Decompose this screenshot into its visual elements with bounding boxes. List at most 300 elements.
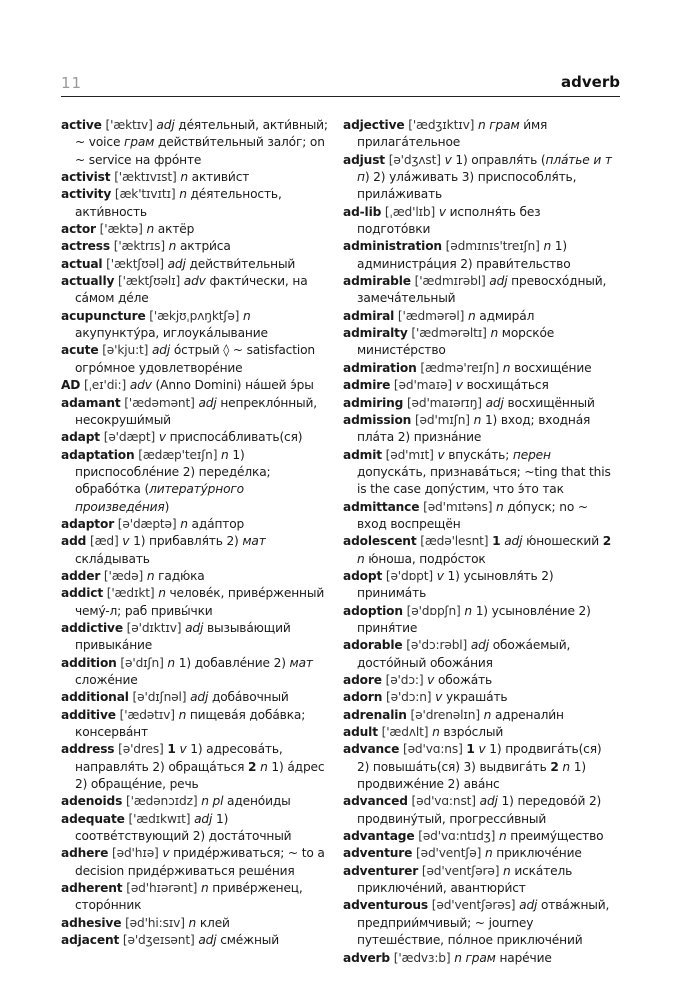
dictionary-entry (61, 221, 333, 238)
entry-grammar-label: перен (512, 447, 551, 462)
entry-transcription: ['æktə] (95, 222, 147, 237)
entry-grammar-label: n (484, 846, 493, 861)
entry-headword: 1 (167, 742, 176, 757)
entry-headword: admiral (343, 308, 395, 323)
entry-transcription: ['ædətɪv] (115, 707, 179, 722)
entry-grammar-label: n (146, 568, 155, 583)
entry-headword: adaptor (61, 516, 115, 531)
entry-headword: adventurous (343, 898, 429, 913)
entry-text: непреклóнный, несокруши́мый (75, 395, 318, 427)
entry-text: смéжный (216, 933, 280, 948)
entry-text: приключéние (492, 846, 582, 861)
entry-headword: 1 (466, 742, 475, 757)
entry-transcription: ['ædmərəl] (394, 308, 468, 323)
entry-text: действи́тельный (185, 256, 296, 271)
dictionary-entry (61, 620, 333, 655)
entry-transcription: ['ædə] (100, 568, 147, 583)
entry-grammar-label: мат (242, 534, 266, 549)
entry-headword: adjective (343, 118, 405, 132)
entry-grammar-label: n (357, 551, 365, 566)
entry-transcription: [əd'vɑ:nst] (407, 794, 480, 809)
entry-text: ) (164, 499, 170, 514)
entry-grammar-label: adj (198, 395, 217, 410)
entry-transcription: ['ædmərəltɪ] (407, 326, 491, 341)
dictionary-entry (61, 915, 333, 932)
entry-grammar-label: adj (198, 933, 217, 948)
entry-text: óстрый ◊ ~ satisfaction огрóмное удовлетворéние (75, 343, 315, 375)
entry-transcription: [ə'dɒpʃn] (402, 603, 465, 618)
entry-headword: adore (343, 673, 382, 687)
entry-headword: adherent (61, 881, 123, 896)
entry-text: взрóслый (439, 725, 504, 740)
entry-grammar-label: adj (190, 690, 209, 705)
entry-grammar-label: v (179, 742, 187, 757)
entry-transcription: [ˌeɪ'di:] (80, 378, 130, 393)
entry-headword: addict (61, 586, 104, 601)
entry-grammar-label: n (502, 360, 511, 375)
entry-transcription: [ə'dɪktɪv] (122, 620, 186, 635)
entry-headword: address (61, 742, 115, 757)
entry-grammar-label: n (180, 170, 188, 185)
dictionary-entry (61, 793, 333, 810)
entry-text: адренали́н (491, 707, 564, 722)
entry-transcription: [ə'dɒpt] (382, 568, 437, 583)
entry-headword: adrenalin (343, 707, 407, 722)
entry-transcription: [ædmə'reɪʃn] (416, 360, 503, 375)
entry-grammar-label: грам (124, 135, 155, 150)
entry-transcription: [ədmɪnɪs'treɪʃn] (441, 239, 544, 254)
entry-headword: advantage (343, 829, 415, 844)
entry-transcription: [əd'hɪərənt] (122, 881, 201, 896)
entry-transcription: [ə'dɔ:rəbl] (402, 638, 471, 653)
entry-grammar-label: v (438, 204, 446, 219)
dictionary-entry (343, 793, 615, 828)
entry-transcription: [ə'dɪʃnəl] (128, 690, 191, 705)
entry-grammar-label: v (122, 534, 130, 549)
entry-grammar-label: adj (479, 794, 498, 809)
entry-transcription: [əd'ventʃə] (412, 846, 485, 861)
entry-transcription: [əd'ventʃərə] (418, 863, 504, 878)
entry-text: привéрженец, сторóнник (75, 881, 303, 913)
entry-text: восхищéние (510, 360, 592, 375)
entry-text: 1) усыновлéние 2) приня́тие (357, 603, 591, 635)
dictionary-entry (61, 395, 333, 430)
entry-transcription: [ædæp'teɪʃn] (134, 447, 222, 462)
entry-text: обожáемый, достóйный обожáния (357, 638, 571, 670)
entry-headword: admittance (343, 499, 420, 514)
entry-grammar-label: adj (504, 534, 523, 549)
entry-headword: admirable (343, 274, 411, 289)
entry-headword: advanced (343, 794, 408, 809)
dictionary-entry (61, 880, 333, 915)
entry-transcription: ['ædɪkwɪt] (124, 811, 195, 826)
entry-grammar-label: n (168, 239, 177, 254)
entry-text: 1) администрáция 2) прави́тельство (357, 239, 571, 271)
entry-transcription: [əd'ventʃərəs] (428, 898, 520, 913)
entry-grammar-label: n (178, 707, 187, 722)
entry-text: факти́чески, на сáмом дéле (75, 274, 308, 306)
entry-grammar-label: плáтье и т п (357, 152, 612, 185)
entry-headword: adaptation (61, 447, 135, 462)
entry-transcription: [ə'dæptə] (114, 516, 181, 531)
entry-grammar-label: n (498, 829, 507, 844)
dictionary-entry (343, 897, 615, 949)
entry-grammar-label: n (260, 759, 268, 774)
entry-text: 1) передовóй 2) продвину́тый, прогресси́вный (357, 794, 602, 826)
dictionary-entry (343, 238, 615, 273)
dictionary-entry (61, 308, 333, 343)
entry-headword: adjust (343, 152, 385, 167)
entry-text: 1) вход; входнáя плáта 2) признáние (357, 412, 591, 445)
entry-text: искáтель приключéний, авантюри́ст (357, 863, 573, 896)
entry-text: актёр (154, 222, 195, 237)
entry-transcription: [əd'mɪʃn] (411, 412, 474, 427)
entry-headword: admiralty (343, 326, 408, 341)
entry-headword: adverb (343, 950, 390, 965)
entry-text: обожáть (434, 673, 493, 687)
entry-transcription: ['ædvɜ:b] (390, 950, 455, 965)
header-rule (61, 96, 620, 97)
entry-text: актри́са (176, 239, 231, 254)
dictionary-entry (61, 377, 333, 394)
entry-text: 1) адресовáть, направля́ть 2) обращáться (75, 742, 283, 774)
entry-transcription: [ə'dɔ:] (381, 673, 428, 687)
entry-transcription: ['ækjʊˌpʌŋktʃə] (145, 308, 244, 323)
entry-grammar-label: adj (519, 898, 538, 913)
entry-text: приспосáбливать(ся) (165, 430, 303, 445)
entry-transcription: [əd'mɪtəns] (419, 499, 497, 514)
entry-headword: adopt (343, 568, 383, 583)
entry-transcription: ['ædəmənt] (120, 395, 199, 410)
dictionary-entry (61, 238, 333, 255)
entry-grammar-label: n грам (454, 950, 496, 965)
entry-text: (Anno Domini) нáшей э́ры (151, 378, 314, 393)
entry-text: добáвочный (208, 690, 289, 705)
dictionary-entry (61, 811, 333, 846)
entry-headword: advance (343, 742, 400, 757)
entry-transcription: ['æktɪv] (101, 118, 157, 132)
entry-headword: acute (61, 343, 99, 358)
entry-transcription: ['æktʃʊəl] (102, 256, 168, 271)
entry-transcription: ['ædmɪrəbl] (410, 274, 490, 289)
entry-grammar-label: n (432, 725, 440, 740)
entry-transcription: [æk'tɪvɪtɪ] (111, 187, 180, 202)
entry-grammar-label: n (201, 881, 209, 896)
entry-transcription: [əd'maɪərɪŋ] (403, 395, 486, 410)
entry-grammar-label: adj (194, 811, 213, 826)
dictionary-entry (343, 863, 615, 898)
entry-transcription: ['æktrɪs] (110, 239, 169, 254)
entry-headword: admission (343, 412, 412, 427)
entry-text: придéрживаться; ~ to a decision придéрживаться решéния (75, 846, 325, 878)
dictionary-entry (61, 568, 333, 585)
entry-grammar-label: n (467, 308, 476, 323)
dictionary-entry (61, 117, 333, 169)
entry-headword: adoption (343, 603, 403, 618)
entry-text: дéятельный, акти́вный; ~ voice (75, 118, 328, 150)
dictionary-entry (343, 377, 615, 394)
entry-grammar-label: v (444, 152, 452, 167)
entry-headword: activist (61, 170, 111, 185)
entry-headword: additional (61, 690, 129, 705)
entry-text: ю́ношеский (522, 534, 603, 549)
dictionary-entry (61, 707, 333, 742)
entry-headword: admiring (343, 395, 404, 410)
entry-headword: 2 (602, 534, 612, 549)
entry-transcription: [ə'dɔ:n] (382, 690, 436, 705)
dictionary-entry (343, 533, 615, 568)
entry-text: 1) оправля́ть ( (451, 152, 546, 167)
entry-transcription: [əd'maɪə] (390, 378, 456, 393)
entry-headword: adder (61, 568, 101, 583)
entry-text: отвáжный, предприи́мчивый; ~ journey путешéствие, пóлное приключéний (357, 898, 610, 948)
entry-grammar-label: n pl (201, 794, 224, 809)
entry-transcription: ['ædʒɪktɪv] (404, 118, 478, 132)
entry-grammar-label: v (437, 447, 445, 462)
dictionary-entry (343, 724, 615, 741)
entry-headword: adhesive (61, 915, 122, 930)
dictionary-entry (343, 603, 615, 638)
entry-text: дóпуск; no ~ вход воспрещён (357, 499, 588, 531)
dictionary-entry (61, 585, 333, 620)
entry-grammar-label: v (455, 378, 463, 393)
dictionary-entry (61, 186, 333, 221)
entry-transcription: ['ædʌlt] (377, 725, 433, 740)
dictionary-entry (61, 655, 333, 690)
dictionary-entry (343, 499, 615, 534)
entry-grammar-label: n (503, 863, 511, 878)
dictionary-entry (343, 689, 615, 706)
entry-grammar-label: n (180, 516, 188, 531)
entry-headword: adorable (343, 638, 403, 653)
entry-text: действи́тельный залóг; on ~ service на фрóнте (75, 135, 325, 167)
dictionary-entry (343, 152, 615, 204)
entry-grammar-label: мат (289, 655, 313, 670)
entry-text: человéк, привéрженный чемý-л; раб привы́чки (75, 586, 325, 618)
guide-word: adverb (561, 73, 620, 91)
entry-transcription: ['ædɪkt] (103, 586, 159, 601)
entry-grammar-label: n (221, 447, 229, 462)
dictionary-entry (61, 932, 333, 949)
entry-transcription: [əd'vɑ:ntɪdʒ] (414, 829, 499, 844)
entry-headword: admiration (343, 360, 417, 375)
dictionary-entry (61, 169, 333, 186)
entry-headword: additive (61, 707, 116, 722)
entry-headword: adult (343, 725, 378, 740)
dictionary-entry (61, 273, 333, 308)
entry-grammar-label: v (162, 846, 170, 861)
entry-text: клей (196, 915, 230, 930)
entry-text: 1) добавлéние 2) (174, 655, 290, 670)
entry-headword: adolescent (343, 534, 417, 549)
entry-grammar-label: n (543, 239, 552, 254)
dictionary-entry (343, 637, 615, 672)
entry-grammar-label: adv (183, 274, 206, 289)
entry-grammar-label: v (478, 742, 486, 757)
entry-text: гадю́ка (154, 568, 205, 583)
dictionary-entry (61, 845, 333, 880)
entry-headword: addictive (61, 620, 123, 635)
entry-headword: 2 (550, 759, 559, 774)
entry-grammar-label: adj (470, 638, 490, 653)
entry-text: 1) áдрес 2) обращéние, речь (75, 759, 325, 792)
entry-text: впускáть; (444, 447, 513, 462)
entry-transcription: [ˌæd'lɪb] (381, 204, 439, 219)
dictionary-entry (343, 568, 615, 603)
entry-headword: addition (61, 655, 117, 670)
entry-grammar-label: v (435, 690, 443, 705)
entry-text: 1) приспособлéние 2) передéлка; обрабóтка ( (75, 447, 271, 497)
dictionary-entry (61, 256, 333, 273)
entry-text: 1) продвижéние 2) авáнс (357, 759, 586, 792)
entry-text: дéятельность, акти́вность (75, 187, 282, 219)
entry-headword: acupuncture (61, 308, 146, 323)
entry-transcription: [ə'dres] (114, 742, 168, 757)
dictionary-entry (343, 950, 615, 967)
entry-text: 1) продвигáть(ся) 2) повышáть(ся) 3) выдвигáть (357, 742, 602, 774)
entry-grammar-label: adj (485, 395, 504, 410)
entry-headword: activity (61, 187, 112, 202)
entry-grammar-label: v (427, 673, 435, 687)
dictionary-entry (343, 360, 615, 377)
entry-grammar-label: adv (129, 378, 152, 393)
dictionary-entry (343, 707, 615, 724)
entry-grammar-label: n (167, 655, 175, 670)
entry-text: активи́ст (187, 170, 250, 185)
entry-headword: adorn (343, 690, 383, 705)
dictionary-entry (343, 741, 615, 793)
entry-text: морскóе министéрство (357, 326, 555, 358)
entry-grammar-label: n (158, 586, 166, 601)
entry-headword: ad-lib (343, 204, 382, 219)
entry-grammar-label: n (490, 326, 499, 341)
entry-grammar-label: adj (167, 256, 186, 271)
dictionary-entry (343, 845, 615, 862)
entry-text: нарéчие (495, 950, 552, 965)
entry-headword: adventurer (343, 863, 419, 878)
dictionary-entry (343, 308, 615, 325)
entry-headword: actual (61, 256, 103, 271)
entry-headword: actor (61, 222, 96, 237)
entry-grammar-label: v (436, 568, 444, 583)
entry-text: сложéние (75, 673, 138, 687)
entry-headword: 2 (248, 759, 257, 774)
entry-headword: admire (343, 378, 391, 393)
dictionary-entry (61, 516, 333, 533)
entry-transcription: [ə'dʒʌst] (384, 152, 445, 167)
entry-text: превосхóдный, замечáтельный (357, 274, 607, 306)
dictionary-entry (343, 117, 615, 152)
entry-headword: 1 (492, 534, 501, 549)
entry-transcription: [æd] (86, 534, 123, 549)
dictionary-entry (61, 447, 333, 516)
entry-transcription: ['æktɪvɪst] (110, 170, 181, 185)
dictionary-entry (61, 342, 333, 377)
dictionary-entry (61, 741, 333, 793)
page-number: 11 (61, 74, 83, 92)
left-column (61, 117, 333, 950)
entry-text: 1) соотвéтствующий 2) достáточный (75, 811, 292, 844)
entry-transcription: [ə'kju:t] (98, 343, 152, 358)
entry-transcription: [əd'hi:sɪv] (121, 915, 189, 930)
entry-text: склáдывать (75, 551, 150, 566)
dictionary-entry (61, 689, 333, 706)
entry-text: вызывáющий привыкáние (75, 620, 291, 653)
entry-grammar-label: n (243, 308, 251, 323)
entry-grammar-label: adj (185, 620, 204, 635)
entry-headword: adequate (61, 811, 125, 826)
entry-grammar-label: n (496, 499, 504, 514)
entry-text: пищевáя добáвка; консервáнт (75, 707, 306, 740)
entry-headword: admit (343, 447, 382, 462)
entry-headword: active (61, 118, 102, 132)
entry-transcription: [əd'vɑ:ns] (399, 742, 467, 757)
entry-text: допускáть, признавáться; ~ting that this is the case допу́стим, что э́то так (357, 464, 611, 497)
entry-grammar-label: n (179, 187, 187, 202)
entry-headword: AD (61, 378, 81, 393)
dictionary-entry (343, 273, 615, 308)
entry-text: адмирáл (475, 308, 535, 323)
entry-transcription: [ə'drenəlɪn] (406, 707, 484, 722)
entry-text: исполня́ть без подготóвки (357, 204, 541, 237)
entry-grammar-label: adj (156, 118, 175, 132)
entry-text: восхищáться (462, 378, 549, 393)
entry-text: восхищённый (503, 395, 595, 410)
entry-transcription: ['æktʃʊəlɪ] (114, 274, 184, 289)
entry-grammar-label: n (483, 707, 492, 722)
entry-grammar-label: n (473, 412, 482, 427)
entry-headword: actually (61, 274, 115, 289)
dictionary-entry (61, 533, 333, 568)
entry-grammar-label: n (562, 759, 570, 774)
entry-headword: adventure (343, 846, 413, 861)
entry-text: и́мя прилагáтельное (357, 118, 548, 150)
entry-headword: adenoids (61, 794, 123, 809)
dictionary-entry (343, 412, 615, 447)
dictionary-entry (343, 325, 615, 360)
dictionary-entry (61, 429, 333, 446)
entry-headword: adhere (61, 846, 109, 861)
entry-headword: adamant (61, 395, 121, 410)
entry-transcription: [ædə'lesnt] (416, 534, 493, 549)
entry-text: адено́иды (223, 794, 291, 809)
right-column (343, 117, 615, 967)
entry-text: адáптор (187, 516, 245, 531)
dictionary-entry (343, 204, 615, 239)
entry-transcription: [əd'hɪə] (108, 846, 163, 861)
entry-grammar-label: литерату́рного произведéния (75, 482, 244, 514)
entry-headword: adapt (61, 430, 100, 445)
entry-text: 1) прибавля́ть 2) (129, 534, 243, 549)
entry-headword: administration (343, 239, 442, 254)
entry-grammar-label: adj (489, 274, 508, 289)
entry-headword: add (61, 534, 87, 549)
entry-grammar-label: n (188, 915, 197, 930)
entry-transcription: [ə'dɪʃn] (116, 655, 168, 670)
entry-transcription: [ə'dæpt] (99, 430, 159, 445)
entry-headword: actress (61, 239, 111, 254)
entry-headword: adjacent (61, 933, 120, 948)
dictionary-entry (343, 395, 615, 412)
entry-grammar-label: n (146, 222, 155, 237)
dictionary-entry (343, 447, 615, 499)
entry-text: ю́ноша, подрóсток (364, 551, 486, 566)
entry-text: акупункту́ра, иглоукáлывание (75, 326, 268, 341)
entry-text: ) 2) улáживать 3) приспособля́ть, прилáживать (357, 170, 577, 202)
dictionary-entry (343, 672, 615, 689)
entry-text: украшáть (442, 690, 508, 705)
entry-grammar-label: v (158, 430, 166, 445)
